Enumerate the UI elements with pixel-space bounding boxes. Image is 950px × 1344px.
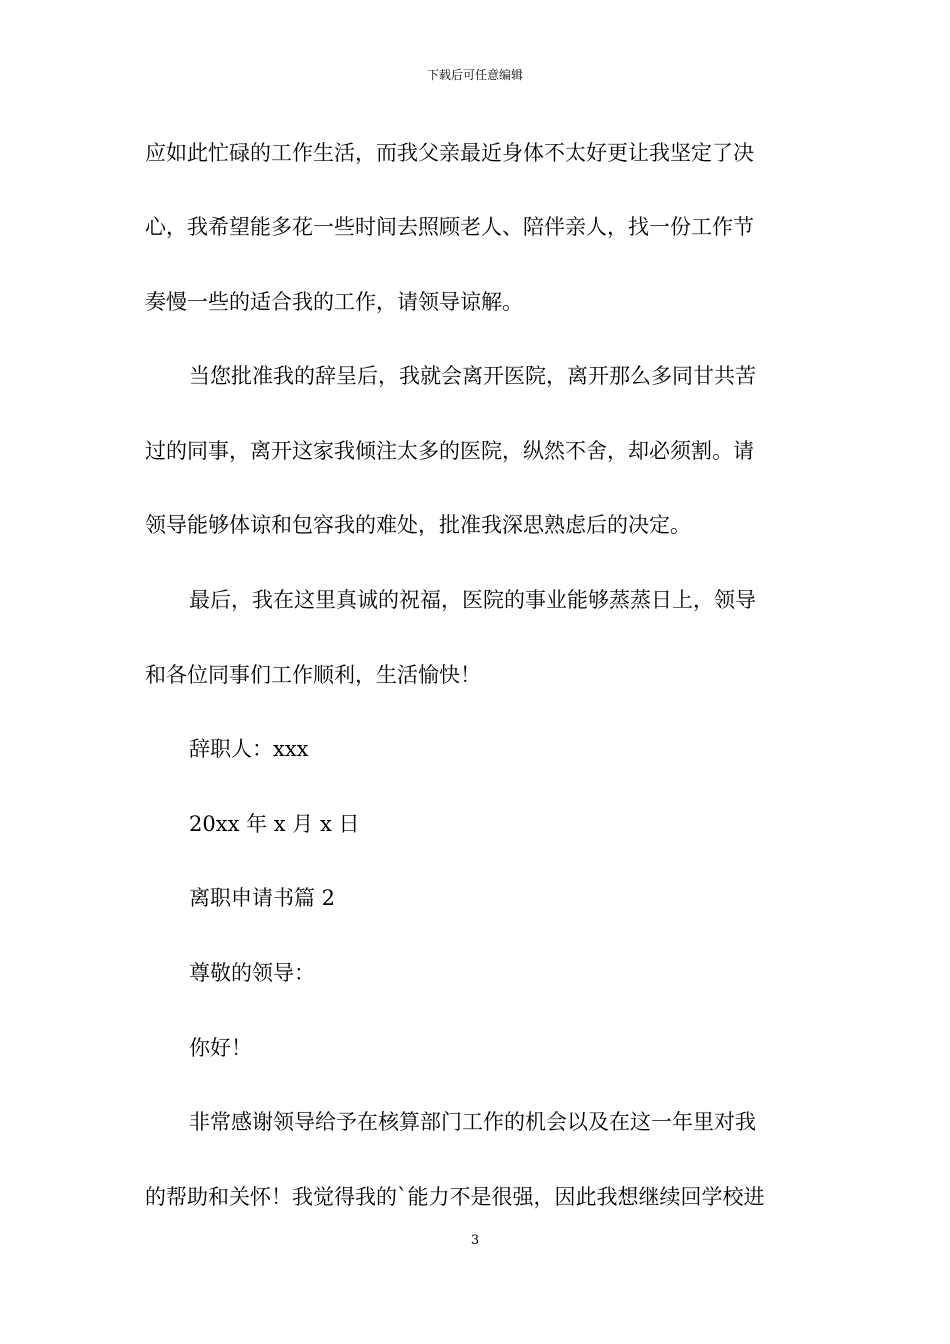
page-number: 3 <box>470 1233 480 1248</box>
page-header: 下载后可任意编辑 <box>426 68 523 82</box>
greeting: 你好！ <box>189 1036 252 1060</box>
body-line: 最后，我在这里真诚的祝福，医院的事业能够蒸蒸日上，领导 <box>189 588 756 612</box>
body-line: 奏慢一些的适合我的工作，请领导谅解。 <box>145 290 523 314</box>
signature-line: 辞职人：xxx <box>189 737 309 761</box>
body-line: 非常感谢领导给予在核算部门工作的机会以及在这一年里对我 <box>189 1110 756 1134</box>
body-line: 领导能够体谅和包容我的难处，批准我深思熟虑后的决定。 <box>145 513 691 537</box>
body-line: 和各位同事们工作顺利，生活愉快！ <box>145 663 481 687</box>
body-line: 过的同事，离开这家我倾注太多的医院，纵然不舍，却必须割。请 <box>145 439 754 463</box>
body-line: 心，我希望能多花一些时间去照顾老人、陪伴亲人，找一份工作节 <box>145 215 754 239</box>
body-line: 当您批准我的辞呈后，我就会离开医院，离开那么多同甘共苦 <box>189 364 756 388</box>
date-line: 20xx 年 x 月 x 日 <box>189 812 360 836</box>
body-line: 的帮助和关怀！我觉得我的`能力不是很强，因此我想继续回学校进 <box>145 1185 765 1209</box>
salutation: 尊敬的领导： <box>189 961 315 985</box>
body-line: 应如此忙碌的工作生活，而我父亲最近身体不太好更让我坚定了决 <box>145 141 754 165</box>
section-title: 离职申请书篇 2 <box>189 886 336 910</box>
